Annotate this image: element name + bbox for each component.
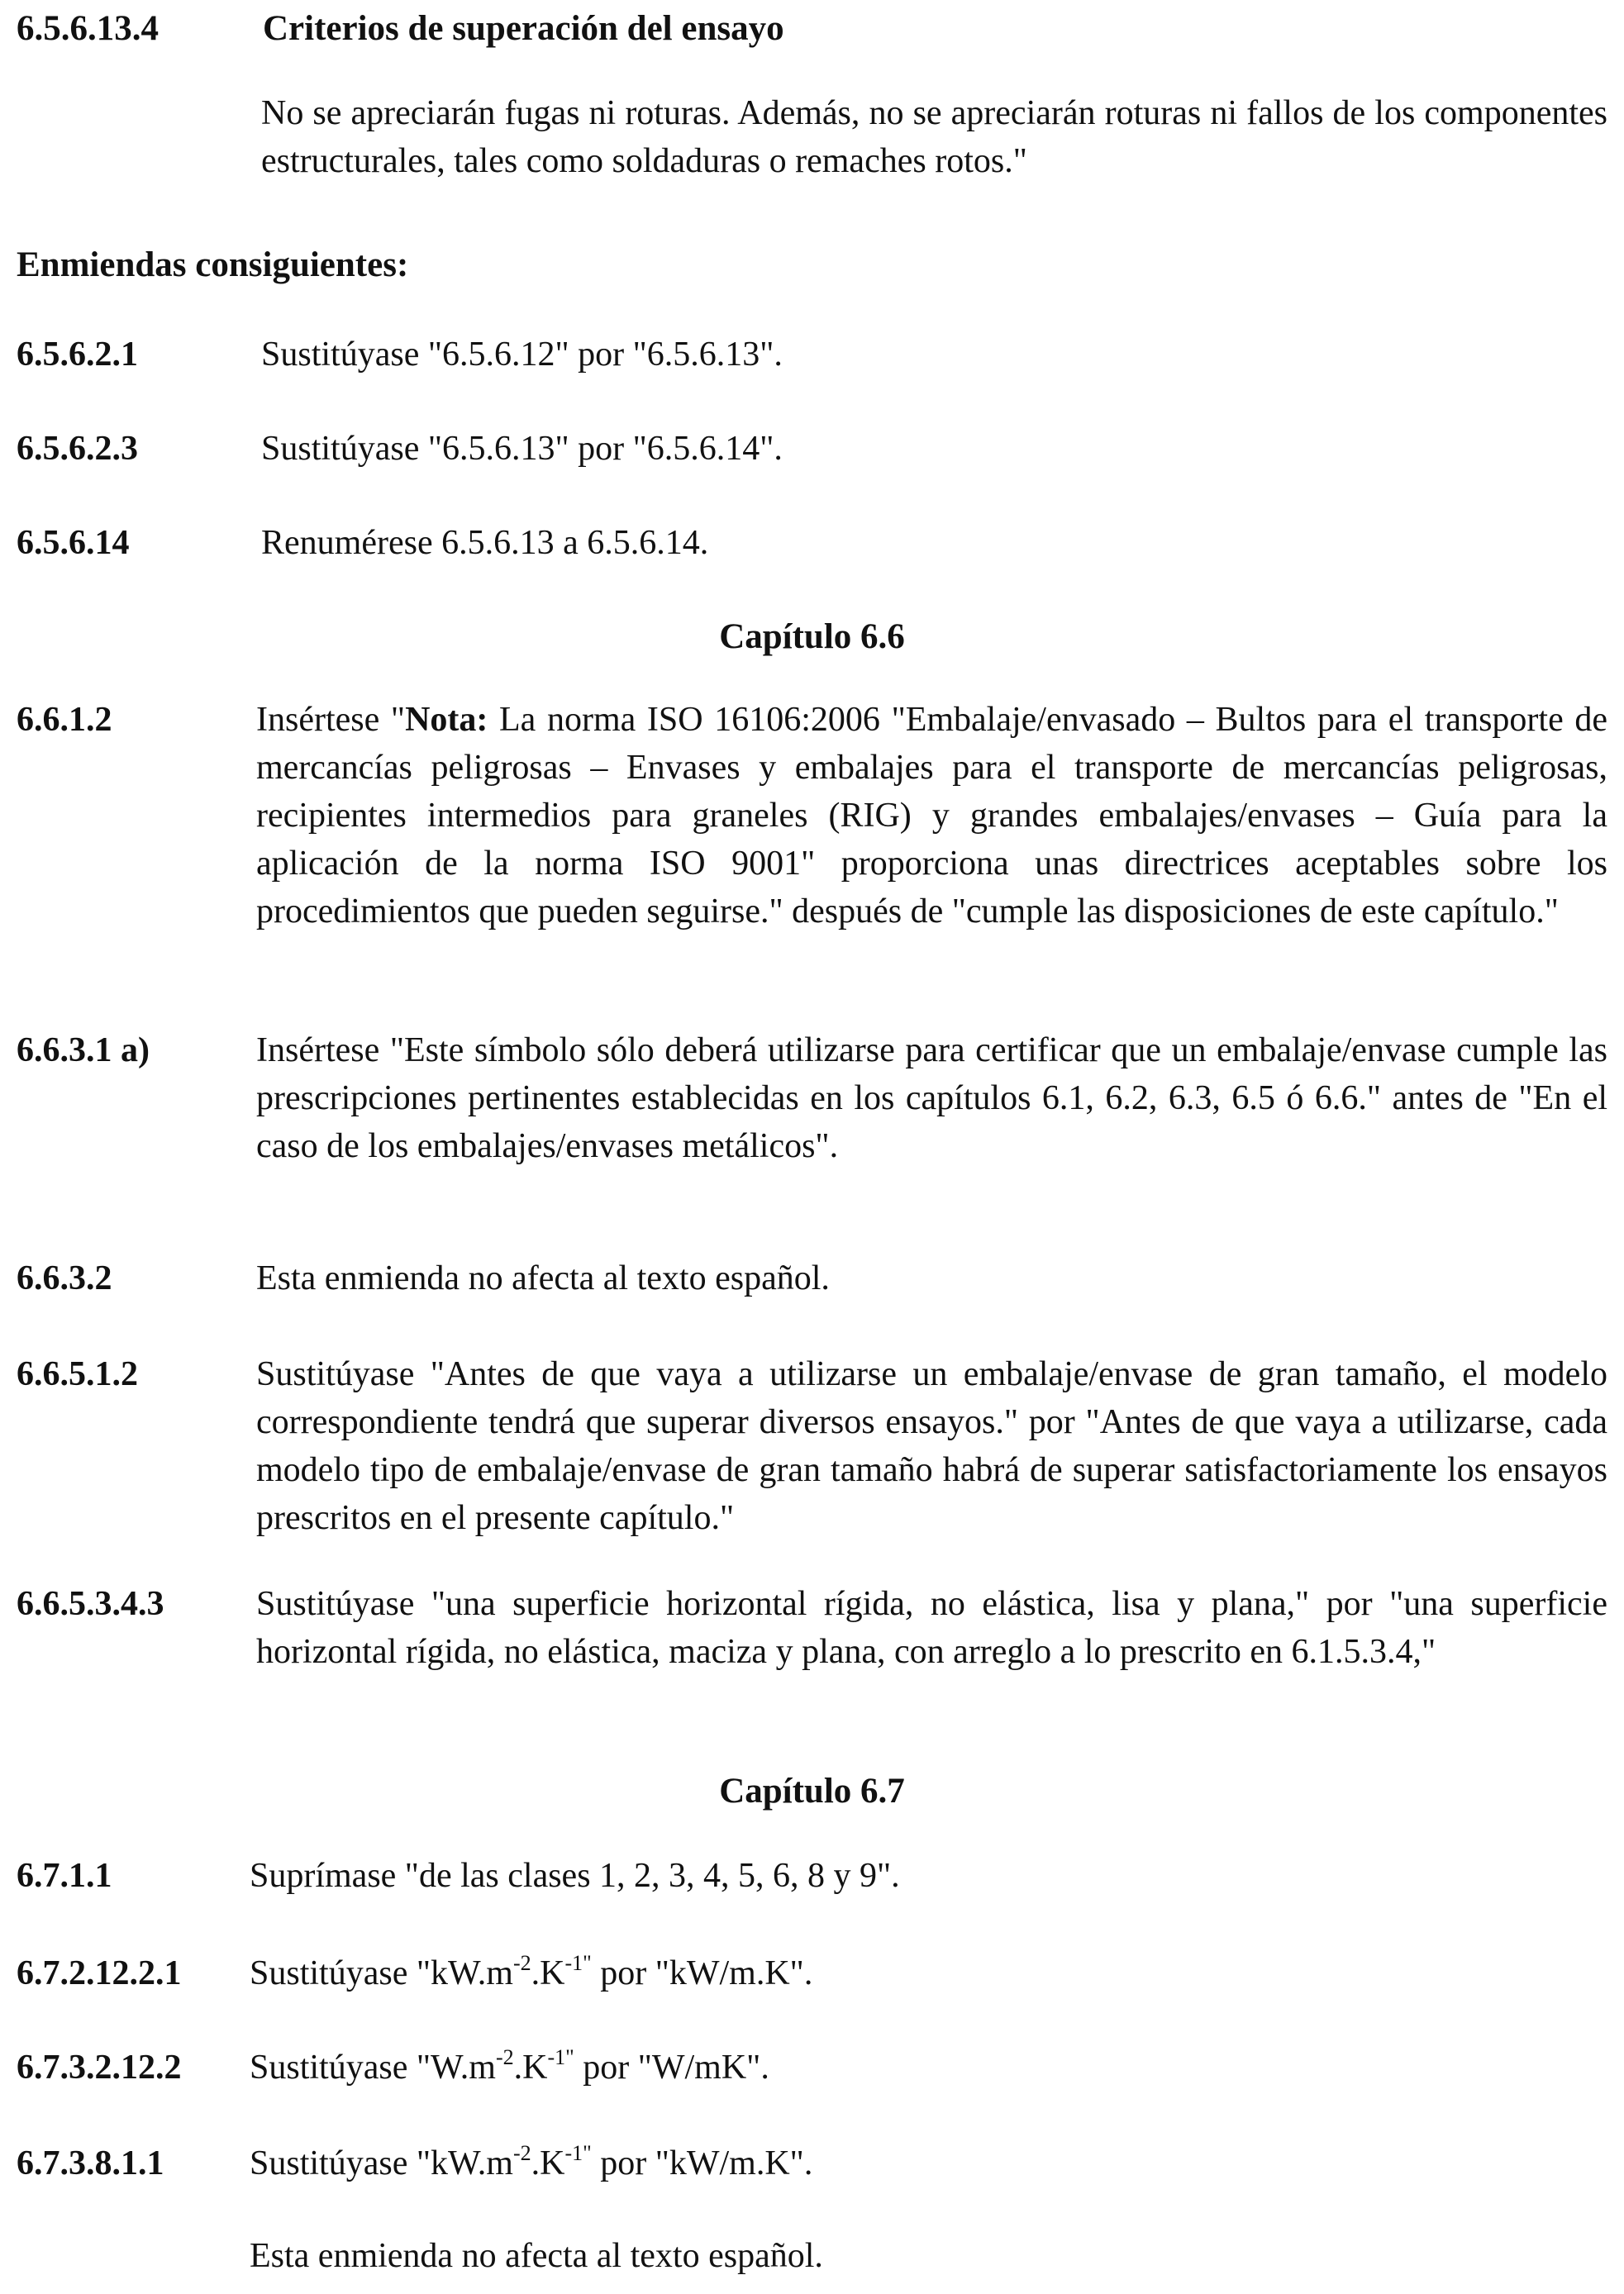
amendment-text-part: .K (531, 2144, 565, 2182)
amendment-entry (17, 519, 1607, 567)
closing-note: Esta enmienda no afecta al texto español. (250, 2237, 823, 2275)
amendment-entry (17, 1949, 1607, 1997)
amendment-entry (17, 696, 1607, 985)
amendment-text: Sustitúyase "6.5.6.13" por "6.5.6.14". (261, 430, 783, 468)
amendment-number: 6.7.2.12.2.1 (17, 1954, 182, 1992)
amendment-number: 6.6.3.1 a) (17, 1031, 150, 1069)
amendment-number: 6.5.6.2.3 (17, 430, 138, 468)
amendment-text-prefix: Insértese " (256, 701, 406, 739)
amendment-text: Renumérese 6.5.6.13 a 6.5.6.14. (261, 524, 709, 562)
amendment-number: 6.7.3.8.1.1 (17, 2144, 164, 2182)
amendment-text-part: Sustitúyase "W.m (250, 2049, 496, 2087)
amendment-text: Esta enmienda no afecta al texto español. (256, 1259, 830, 1297)
amendment-text: Suprímase "de las clases 1, 2, 3, 4, 5, 6, 8 y 9". (250, 1857, 900, 1895)
amendment-text-part: .K (531, 1954, 565, 1992)
amendment-entry (17, 2044, 1607, 2092)
superscript: -1" (564, 1951, 592, 1975)
note-label: Nota: (405, 701, 488, 739)
amendment-text-part: .K (513, 2049, 548, 2087)
amendment-number: 6.6.5.3.4.3 (17, 1585, 164, 1623)
amendment-number: 6.7.3.2.12.2 (17, 2049, 182, 2087)
amendment-text: Insértese "Este símbolo sólo deberá utilizarse para certificar que un embalaje/envase cumple las prescripciones pertinentes establecidas en los capítulos 6.1, 6.2, 6.3, 6.5 ó 6.6." antes de "En el caso de los embalajes/envases metálicos". (256, 1031, 1607, 1165)
section-paragraph: No se apreciarán fugas ni roturas. Además, no se apreciarán roturas ni fallos de los componentes estructurales, tales como soldaduras o remaches rotos." (261, 94, 1607, 180)
superscript: -2 (512, 2141, 531, 2165)
amendment-entry (17, 2139, 1607, 2187)
amendment-text-part: Sustitúyase "kW.m (250, 1954, 513, 1992)
amendment-entry (17, 425, 1607, 473)
section-title: Criterios de superación del ensayo (263, 9, 784, 48)
amendment-text-part: por "W/mK". (574, 2049, 769, 2087)
amendment-entry (17, 1026, 1607, 1218)
amendment-number: 6.6.1.2 (17, 701, 112, 739)
amendment-text-body: La norma ISO 16106:2006 "Embalaje/envasado – Bultos para el transporte de mercancías peligrosas – Envases y embalajes para el transporte de mercancías peligrosas, recipientes intermedios para graneles (RIG) y grandes embalajes/envases – Guía para la aplicación de la norma ISO 9001" proporciona unas directrices aceptables sobre los procedimientos que pueden seguirse." después de "cumple las disposiciones de este capítulo." (256, 701, 1608, 930)
amendment-text (250, 1949, 1607, 1997)
amendment-number: 6.7.1.1 (17, 1857, 112, 1895)
amendment-text (256, 696, 1607, 935)
amendment-number: 6.5.6.14 (17, 524, 130, 562)
superscript: -2 (495, 2045, 514, 2069)
amendment-text-part: por "kW/m.K". (591, 1954, 813, 1992)
amendment-entry (17, 1852, 1607, 1900)
amendment-text (250, 2139, 1607, 2187)
consequential-label: Enmiendas consiguientes: (17, 245, 409, 284)
chapter-title: Capítulo 6.6 (719, 617, 905, 656)
amendment-text (250, 2044, 1607, 2092)
amendment-text: Sustitúyase "Antes de que vaya a utilizarse un embalaje/envase de gran tamaño, el modelo correspondiente tendrá que superar diversos ensayos." por "Antes de que vaya a utilizarse, cada modelo tipo de embalaje/envase de gran tamaño habrá de superar satisfactoriamente los ensayos prescritos en el presente capítulo." (256, 1355, 1607, 1537)
amendment-text-part: por "kW/m.K". (591, 2144, 813, 2182)
amendment-number: 6.6.3.2 (17, 1259, 112, 1297)
amendment-entry (17, 1254, 1607, 1302)
superscript: -1" (564, 2141, 592, 2165)
section-number: 6.5.6.13.4 (17, 9, 159, 48)
amendment-entry (17, 1350, 1607, 1542)
amendment-number: 6.5.6.2.1 (17, 336, 138, 374)
amendment-text: Sustitúyase "una superficie horizontal rígida, no elástica, lisa y plana," por "una superficie horizontal rígida, no elástica, maciza y plana, con arreglo a lo prescrito en 6.1.5.3.4," (256, 1585, 1607, 1671)
superscript: -1" (547, 2045, 574, 2069)
amendment-entry (17, 1580, 1607, 1724)
amendment-entry (17, 331, 1607, 378)
superscript: -2 (512, 1951, 531, 1975)
amendment-text-part: Sustitúyase "kW.m (250, 2144, 513, 2182)
amendment-number: 6.6.5.1.2 (17, 1355, 138, 1393)
chapter-title: Capítulo 6.7 (719, 1772, 905, 1811)
amendment-text: Sustitúyase "6.5.6.12" por "6.5.6.13". (261, 336, 783, 374)
